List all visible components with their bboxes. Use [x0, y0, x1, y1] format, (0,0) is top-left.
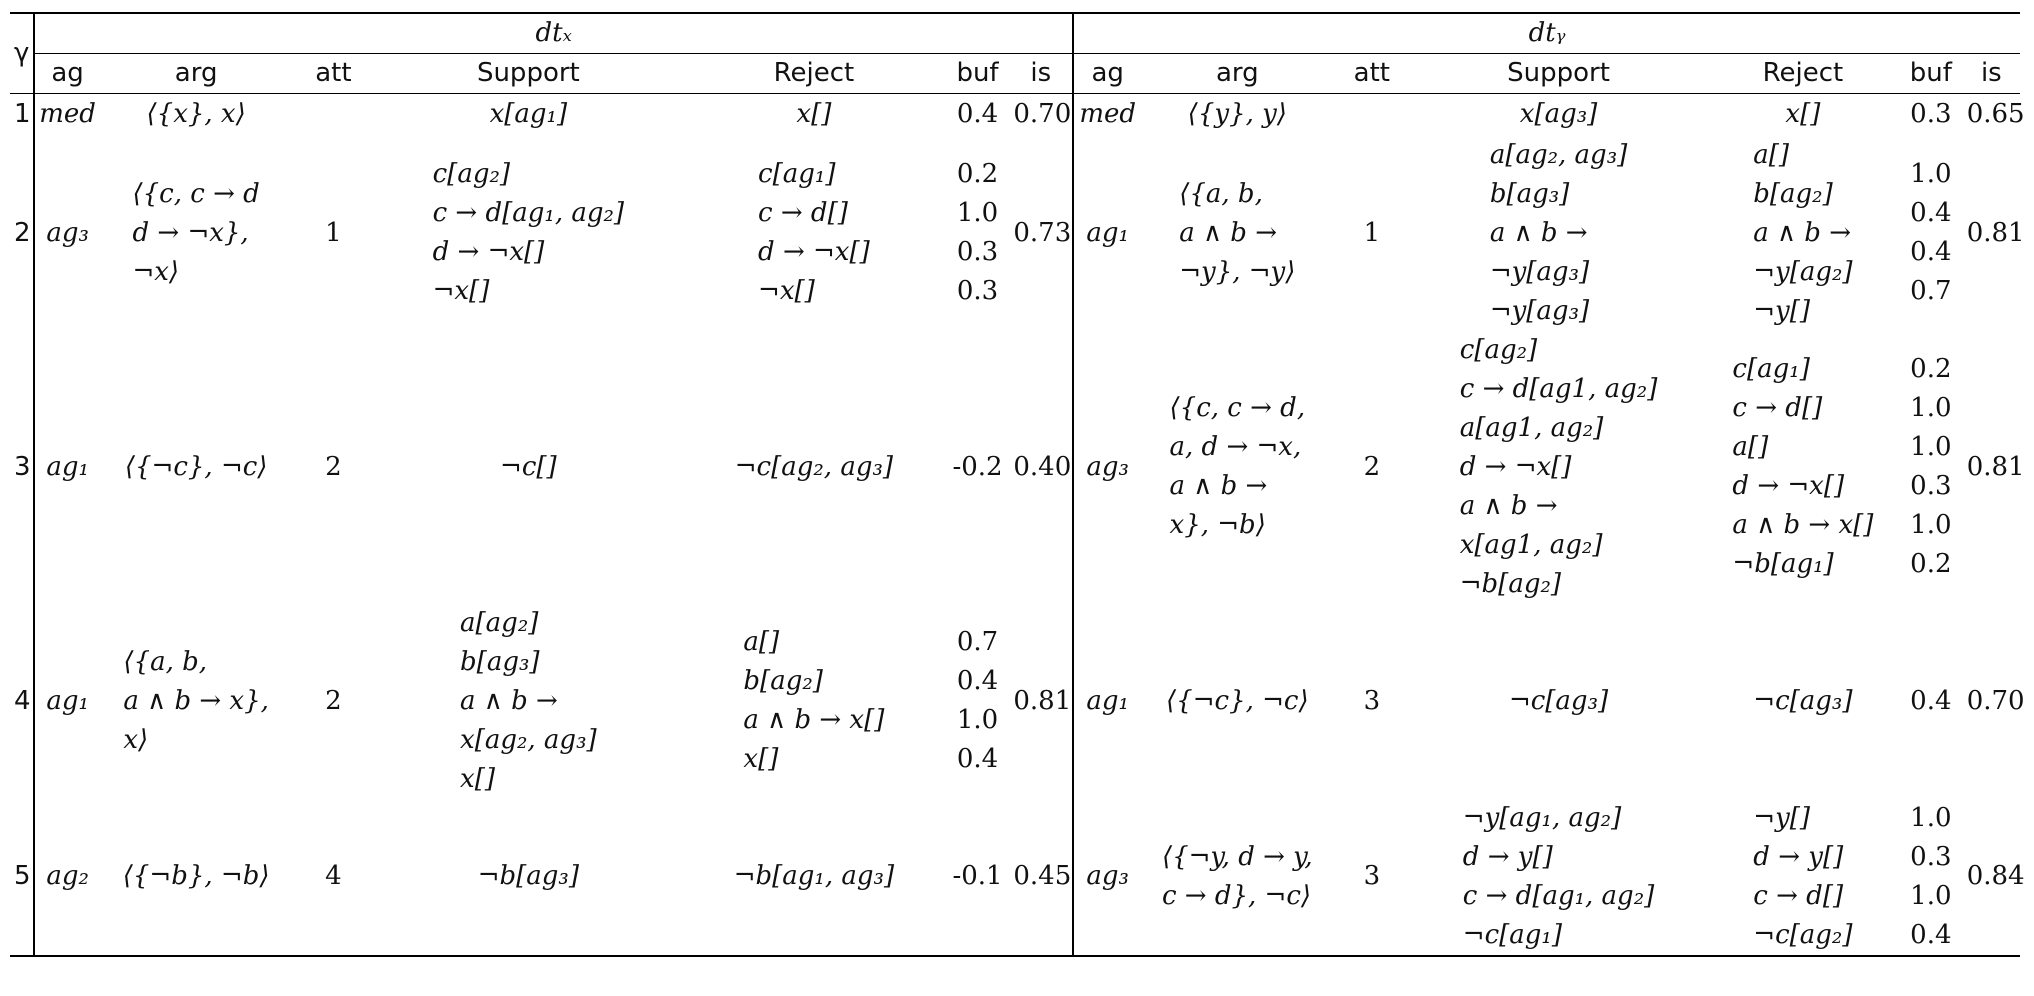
support-line: x[ag₁] — [489, 99, 568, 130]
attack-cell: 1 — [325, 217, 342, 248]
reject-line: c → d[] — [758, 198, 848, 228]
support-line: x[ag₂, ag₃] — [460, 724, 597, 755]
reject-line: ¬x[] — [758, 276, 815, 306]
agent-cell: ag₂ — [46, 861, 89, 891]
support-line: ¬c[ag₁] — [1462, 919, 1562, 950]
is-cell: 0.84 — [1966, 861, 2025, 891]
agent-cell: ag₁ — [1073, 604, 1141, 799]
reject-line: a[] — [1732, 432, 1769, 462]
argument-cell — [1141, 331, 1333, 604]
argument-line: ⟨{y}, y⟩ — [1187, 99, 1287, 130]
buf-value: 0.3 — [1910, 99, 1952, 130]
column-header-y-buf: buf — [1899, 54, 1963, 94]
support-line: x[ag1, ag₂] — [1459, 529, 1603, 560]
reject-cell — [682, 136, 946, 331]
support-cell — [375, 136, 683, 331]
argument-line: x}, ¬b⟩ — [1169, 510, 1266, 540]
support-line: x[ag₃] — [1519, 99, 1598, 130]
column-header-x-buf: buf — [946, 54, 1010, 94]
support-line: ¬y[ag₃] — [1489, 295, 1590, 326]
support-line: a ∧ b → — [460, 685, 558, 716]
reject-line: ¬c[ag₃] — [1753, 685, 1853, 716]
argument-cell — [100, 604, 292, 799]
argument-cell — [100, 94, 292, 136]
buf-value: 0.7 — [1910, 276, 1952, 306]
is-cell: 0.81 — [1966, 217, 2025, 248]
reject-cell — [1707, 94, 1899, 136]
buf-cell — [1899, 799, 1963, 956]
support-line: b[ag₃] — [460, 646, 540, 677]
argument-cell — [100, 799, 292, 956]
is-cell: 0.81 — [1966, 451, 2025, 482]
is-cell: 0.70 — [1013, 99, 1072, 130]
column-header-y-is: is — [1963, 54, 2020, 94]
agent-cell: ag₁ — [1073, 136, 1141, 331]
support-line: c[ag₂] — [1459, 334, 1538, 365]
reject-line: a[] — [1753, 139, 1790, 170]
table-row — [10, 604, 2020, 799]
reject-line: ¬y[] — [1753, 295, 1810, 326]
attack-cell: 3 — [1363, 861, 1381, 891]
buf-value: 0.4 — [1910, 237, 1952, 267]
reject-line: c → d[] — [1753, 880, 1844, 911]
column-header-x-is: is — [1009, 54, 1073, 94]
argument-cell — [1141, 604, 1333, 799]
buf-value: 1.0 — [1910, 880, 1952, 911]
buf-value: 0.2 — [956, 159, 999, 189]
column-header-y-att: att — [1333, 54, 1410, 94]
reject-cell — [682, 604, 946, 799]
buf-value: 0.3 — [1910, 841, 1952, 872]
support-cell — [375, 604, 683, 799]
support-line: a[ag1, ag₂] — [1459, 412, 1604, 443]
argument-table — [10, 12, 2025, 957]
buf-cell — [946, 799, 1010, 956]
reject-cell — [1707, 331, 1899, 604]
is-cell: 0.81 — [1013, 685, 1072, 716]
argument-line: d → ¬x}, — [132, 217, 249, 248]
argument-line: c → d}, ¬c⟩ — [1161, 880, 1312, 911]
support-line: a ∧ b → — [1489, 217, 1588, 248]
argument-cell — [100, 136, 292, 331]
support-line: a[ag₂, ag₃] — [1489, 139, 1628, 170]
support-cell — [1410, 94, 1707, 136]
argument-line: ⟨{¬c}, ¬c⟩ — [124, 451, 268, 482]
support-line: c[ag₂] — [432, 159, 511, 189]
support-line: a[ag₂] — [460, 607, 539, 638]
column-header-x-ag: ag — [34, 54, 100, 94]
buf-value: 1.0 — [1910, 159, 1952, 189]
attack-cell — [1333, 94, 1410, 136]
support-line: c → d[ag₁, ag₂] — [1462, 880, 1655, 911]
buf-cell — [946, 94, 1010, 136]
reject-line: b[ag₂] — [743, 666, 823, 696]
column-header-y-arg: arg — [1141, 54, 1333, 94]
gamma-header: γ — [10, 13, 34, 94]
buf-value: 0.4 — [1910, 685, 1952, 716]
reject-line: d → ¬x[] — [1732, 471, 1845, 501]
buf-value: -0.2 — [952, 451, 1003, 482]
is-cell: 0.65 — [1966, 99, 2025, 130]
reject-line: ¬b[ag₁, ag₃] — [733, 861, 895, 891]
agent-cell: med — [39, 99, 96, 130]
argument-line: ⟨{¬y, d → y, — [1161, 841, 1313, 872]
is-cell: 0.73 — [1013, 217, 1072, 248]
attack-cell: 2 — [325, 685, 342, 716]
support-line: ¬y[ag₃] — [1489, 256, 1590, 287]
buf-value: 1.0 — [1910, 510, 1952, 540]
reject-line: a ∧ b → x[] — [743, 705, 885, 735]
buf-cell — [1899, 94, 1963, 136]
attack-cell: 2 — [1363, 451, 1381, 482]
buf-value: 0.7 — [956, 627, 999, 657]
reject-cell — [682, 331, 946, 604]
argument-line: ⟨{a, b, — [123, 646, 208, 677]
support-line: ¬b[ag₂] — [1459, 568, 1562, 599]
argument-line: a, d → ¬x, — [1169, 432, 1302, 462]
argument-line: ⟨{c, c → d — [132, 178, 260, 209]
argument-line: ⟨{x}, x⟩ — [146, 99, 246, 130]
support-line: d → ¬x[] — [1459, 451, 1572, 482]
table-row — [10, 136, 2020, 331]
column-header-y-reject: Reject — [1707, 54, 1899, 94]
reject-line: c[ag₁] — [1732, 354, 1810, 384]
reject-cell — [1707, 799, 1899, 956]
buf-value: 0.4 — [956, 666, 999, 696]
group-header-dty: dtᵧ — [1073, 13, 2020, 54]
support-cell — [1410, 136, 1707, 331]
reject-cell — [1707, 136, 1899, 331]
argument-line: ⟨{¬b}, ¬b⟩ — [122, 861, 270, 891]
buf-value: 0.4 — [956, 99, 999, 130]
column-header-x-att: att — [292, 54, 374, 94]
reject-line: a ∧ b → — [1753, 217, 1851, 248]
reject-line: a[] — [743, 627, 780, 657]
agent-cell: ag₁ — [46, 685, 89, 716]
support-line: b[ag₃] — [1489, 178, 1570, 209]
argument-line: ⟨{a, b, — [1179, 178, 1263, 209]
buf-cell — [1899, 136, 1963, 331]
reject-cell — [682, 799, 946, 956]
buf-cell — [1899, 604, 1963, 799]
support-line: ¬c[] — [500, 451, 557, 482]
table-row — [10, 799, 2020, 956]
row-gamma: 4 — [10, 604, 34, 799]
buf-value: 1.0 — [956, 705, 999, 735]
argument-cell — [1141, 94, 1333, 136]
reject-line: a ∧ b → x[] — [1732, 510, 1874, 540]
reject-line: ¬y[ag₂] — [1753, 256, 1853, 287]
agent-cell: ag₃ — [46, 217, 89, 248]
column-header-y-ag: ag — [1073, 54, 1141, 94]
buf-value: 0.3 — [956, 237, 999, 267]
support-line: a ∧ b → — [1459, 490, 1558, 521]
support-cell — [1410, 799, 1707, 956]
buf-value: 0.2 — [1910, 354, 1952, 384]
reject-line: c[ag₁] — [758, 159, 836, 189]
support-cell — [375, 799, 683, 956]
support-cell — [375, 331, 683, 604]
row-gamma: 3 — [10, 331, 34, 604]
column-header-x-reject: Reject — [682, 54, 946, 94]
buf-value: 1.0 — [1910, 432, 1952, 462]
buf-value: 0.4 — [1910, 919, 1952, 950]
column-header-y-support: Support — [1410, 54, 1707, 94]
argument-line: ¬x⟩ — [132, 256, 180, 287]
argument-line: a ∧ b → — [1169, 471, 1268, 501]
argument-line: a ∧ b → x}, — [123, 685, 269, 716]
buf-value: 1.0 — [1910, 393, 1952, 423]
buf-value: 0.2 — [1910, 549, 1952, 579]
buf-value: 0.4 — [956, 744, 999, 774]
attack-cell: 2 — [325, 451, 342, 482]
agent-cell: ag₃ — [1073, 331, 1141, 604]
attack-cell: 3 — [1363, 685, 1381, 716]
buf-value: 1.0 — [956, 198, 999, 228]
buf-cell — [946, 136, 1010, 331]
is-cell: 0.45 — [1013, 861, 1072, 891]
row-gamma: 2 — [10, 136, 34, 331]
argument-cell — [1141, 799, 1333, 956]
column-header-x-support: Support — [375, 54, 683, 94]
support-line: d → ¬x[] — [432, 237, 545, 267]
buf-value: 1.0 — [1910, 802, 1952, 833]
is-cell: 0.70 — [1966, 685, 2025, 716]
support-line: x[] — [460, 763, 495, 794]
buf-cell — [946, 604, 1010, 799]
argument-cell — [100, 331, 292, 604]
agent-cell: ag₁ — [46, 451, 89, 482]
reject-line: ¬b[ag₁] — [1732, 549, 1834, 579]
reject-line: x[] — [796, 99, 832, 130]
buf-cell — [1899, 331, 1963, 604]
argument-line: ¬y}, ¬y⟩ — [1179, 256, 1296, 287]
agent-cell: ag₃ — [1073, 799, 1141, 956]
reject-line: d → y[] — [1753, 841, 1844, 872]
buf-value: 0.3 — [956, 276, 999, 306]
row-gamma: 5 — [10, 799, 34, 956]
reject-line: ¬y[] — [1753, 802, 1811, 833]
argument-line: a ∧ b → — [1179, 217, 1277, 248]
buf-value: 0.3 — [1910, 471, 1952, 501]
support-cell — [1410, 604, 1707, 799]
reject-line: x[] — [743, 744, 779, 774]
buf-value: 0.4 — [1910, 198, 1952, 228]
support-line: ¬y[ag₁, ag₂] — [1462, 802, 1622, 833]
column-header-x-arg: arg — [100, 54, 292, 94]
table-row — [10, 331, 2020, 604]
argument-cell — [1141, 136, 1333, 331]
row-gamma: 1 — [10, 94, 34, 136]
support-line: d → y[] — [1462, 841, 1553, 872]
buf-value: -0.1 — [952, 861, 1003, 891]
support-cell — [1410, 331, 1707, 604]
reject-line: c → d[] — [1732, 393, 1823, 423]
buf-cell — [946, 331, 1010, 604]
support-line: c → d[ag₁, ag₂] — [432, 198, 625, 228]
support-line: ¬c[ag₃] — [1508, 685, 1609, 716]
reject-line: x[] — [1785, 99, 1821, 130]
support-line: ¬b[ag₃] — [477, 861, 579, 891]
reject-line: b[ag₂] — [1753, 178, 1833, 209]
attack-cell — [292, 94, 374, 136]
reject-line: ¬c[ag₂, ag₃] — [734, 451, 894, 482]
argument-line: ⟨{¬c}, ¬c⟩ — [1166, 685, 1309, 716]
attack-cell: 4 — [325, 861, 342, 891]
support-line: c → d[ag1, ag₂] — [1459, 373, 1658, 404]
argument-line: ⟨{c, c → d, — [1169, 393, 1306, 423]
reject-line: d → ¬x[] — [758, 237, 870, 267]
agent-cell: med — [1073, 94, 1141, 136]
table-row — [10, 94, 2020, 136]
argument-line: x⟩ — [123, 724, 149, 755]
attack-cell: 1 — [1363, 217, 1381, 248]
support-cell — [375, 94, 683, 136]
reject-line: ¬c[ag₂] — [1753, 919, 1853, 950]
reject-cell — [682, 94, 946, 136]
support-line: ¬x[] — [432, 276, 490, 306]
reject-cell — [1707, 604, 1899, 799]
group-header-dtx: dtₓ — [34, 13, 1073, 54]
is-cell: 0.40 — [1013, 451, 1072, 482]
